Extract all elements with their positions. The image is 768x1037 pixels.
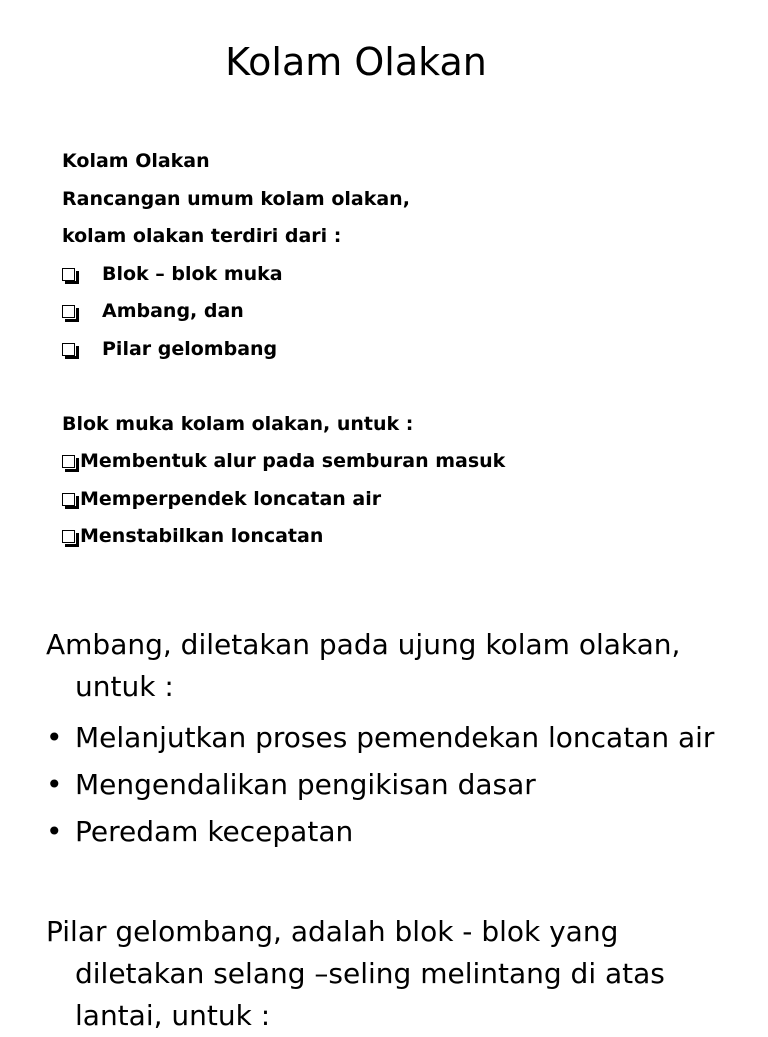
bullet-dot-icon: •	[46, 768, 63, 801]
checkbox-shadow-icon	[62, 493, 75, 506]
ambang-paragraph: Ambang, diletakan pada ujung kolam olakan, untuk :	[46, 628, 681, 703]
list-item	[62, 331, 722, 369]
intro-line-2: kolam olakan terdiri dari :	[62, 225, 342, 247]
ambang-bullet-list	[46, 714, 746, 855]
section-heading: Kolam Olakan	[62, 150, 210, 172]
checkbox-shadow-icon	[62, 268, 75, 281]
list-item	[62, 443, 722, 481]
checkbox-shadow-icon	[62, 530, 75, 543]
list-item-label: Blok – blok muka	[102, 262, 283, 285]
list-item	[62, 293, 722, 331]
checkbox-shadow-icon	[62, 305, 75, 318]
list-item-label: Mengendalikan pengikisan dasar	[75, 768, 536, 801]
checkbox-shadow-icon	[62, 343, 75, 356]
spacer	[62, 368, 722, 406]
list-item-label: Pilar gelombang	[102, 337, 278, 360]
list-item	[46, 714, 746, 761]
blok-muka-intro: Blok muka kolam olakan, untuk :	[62, 412, 414, 435]
list-item	[46, 808, 746, 855]
bullet-dot-icon: •	[46, 721, 63, 754]
bullet-dot-icon: •	[46, 815, 63, 848]
list-item-label: Menstabilkan loncatan	[80, 525, 324, 547]
list-item-label: Peredam kecepatan	[75, 815, 354, 848]
list-item	[62, 256, 722, 294]
list-item-label: Membentuk alur pada semburan masuk	[80, 450, 506, 472]
upper-text-block	[62, 143, 722, 556]
list-item	[46, 761, 746, 808]
list-item-label: Memperpendek loncatan air	[80, 487, 382, 510]
list-item	[62, 481, 722, 519]
lower-text-block	[46, 624, 746, 1037]
checkbox-shadow-icon	[62, 455, 75, 468]
pilar-paragraph: Pilar gelombang, adalah blok - blok yang diletakan selang –seling melintang di atas lantai, untuk :	[46, 915, 665, 1032]
slide-title: Kolam Olakan	[225, 40, 487, 84]
list-item	[62, 518, 722, 556]
list-item-label: Melanjutkan proses pemendekan loncatan air	[75, 721, 715, 754]
list-item-label: Ambang, dan	[102, 300, 244, 322]
intro-line-1: Rancangan umum kolam olakan,	[62, 187, 410, 210]
